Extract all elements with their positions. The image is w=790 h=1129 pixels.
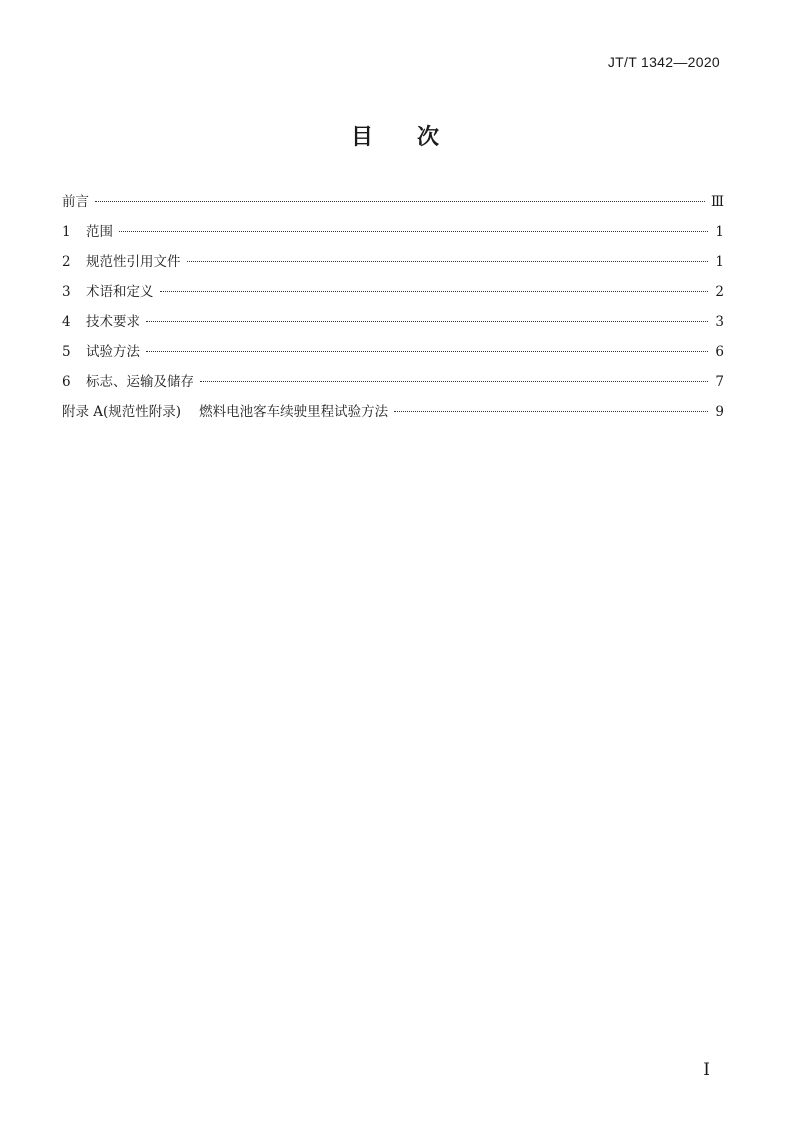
toc-entry-marking-transport-storage[interactable] (62, 372, 724, 402)
toc-entry-label: 试验方法 (86, 344, 140, 360)
dot-leader (160, 291, 709, 292)
toc-entry-annex-a[interactable] (62, 402, 724, 432)
dot-leader (146, 321, 708, 322)
toc-entry-page: 1 (715, 254, 724, 270)
dot-leader (394, 411, 708, 412)
toc-entry-label: 规范性引用文件 (86, 254, 181, 270)
toc-entry-number: 4 (62, 314, 71, 330)
page-number: I (703, 1060, 710, 1080)
dot-leader (146, 351, 708, 352)
toc-entry-page: 3 (715, 314, 724, 330)
toc-entry-label: 前言 (62, 194, 89, 210)
toc-entry-label: 标志、运输及储存 (86, 374, 194, 390)
toc-entry-page: 9 (715, 404, 724, 420)
toc-entry-label: 术语和定义 (86, 284, 154, 300)
page-title (0, 120, 790, 151)
dot-leader (119, 231, 708, 232)
standard-code: JT/T 1342—2020 (607, 54, 720, 70)
toc-entry-foreword[interactable] (62, 192, 724, 222)
toc-entry-technical-requirements[interactable] (62, 312, 724, 342)
toc-entry-number: 2 (62, 254, 71, 270)
toc-entry-number: 1 (62, 224, 71, 240)
toc-entry-page: 6 (715, 344, 724, 360)
table-of-contents (62, 192, 724, 432)
toc-entry-page: 2 (715, 284, 724, 300)
toc-entry-page: Ⅲ (710, 194, 724, 210)
toc-entry-page: 7 (715, 374, 724, 390)
toc-entry-terms-definitions[interactable] (62, 282, 724, 312)
dot-leader (95, 201, 705, 202)
dot-leader (200, 381, 708, 382)
toc-entry-number: 5 (62, 344, 71, 360)
toc-entry-number: 3 (62, 284, 71, 300)
toc-entry-label: 范围 (86, 224, 113, 240)
toc-entry-test-methods[interactable] (62, 342, 724, 372)
toc-entry-number: 6 (62, 374, 71, 390)
title-char-right: 次 (417, 125, 440, 150)
toc-entry-label: 技术要求 (86, 314, 140, 330)
dot-leader (187, 261, 709, 262)
title-char-left: 目 (350, 125, 373, 150)
toc-entry-scope[interactable] (62, 222, 724, 252)
toc-entry-page: 1 (715, 224, 724, 240)
toc-entry-annex-prefix: 附录 A(规范性附录) (62, 404, 182, 420)
toc-entry-label: 燃料电池客车续驶里程试验方法 (199, 404, 389, 420)
toc-entry-normative-references[interactable] (62, 252, 724, 282)
